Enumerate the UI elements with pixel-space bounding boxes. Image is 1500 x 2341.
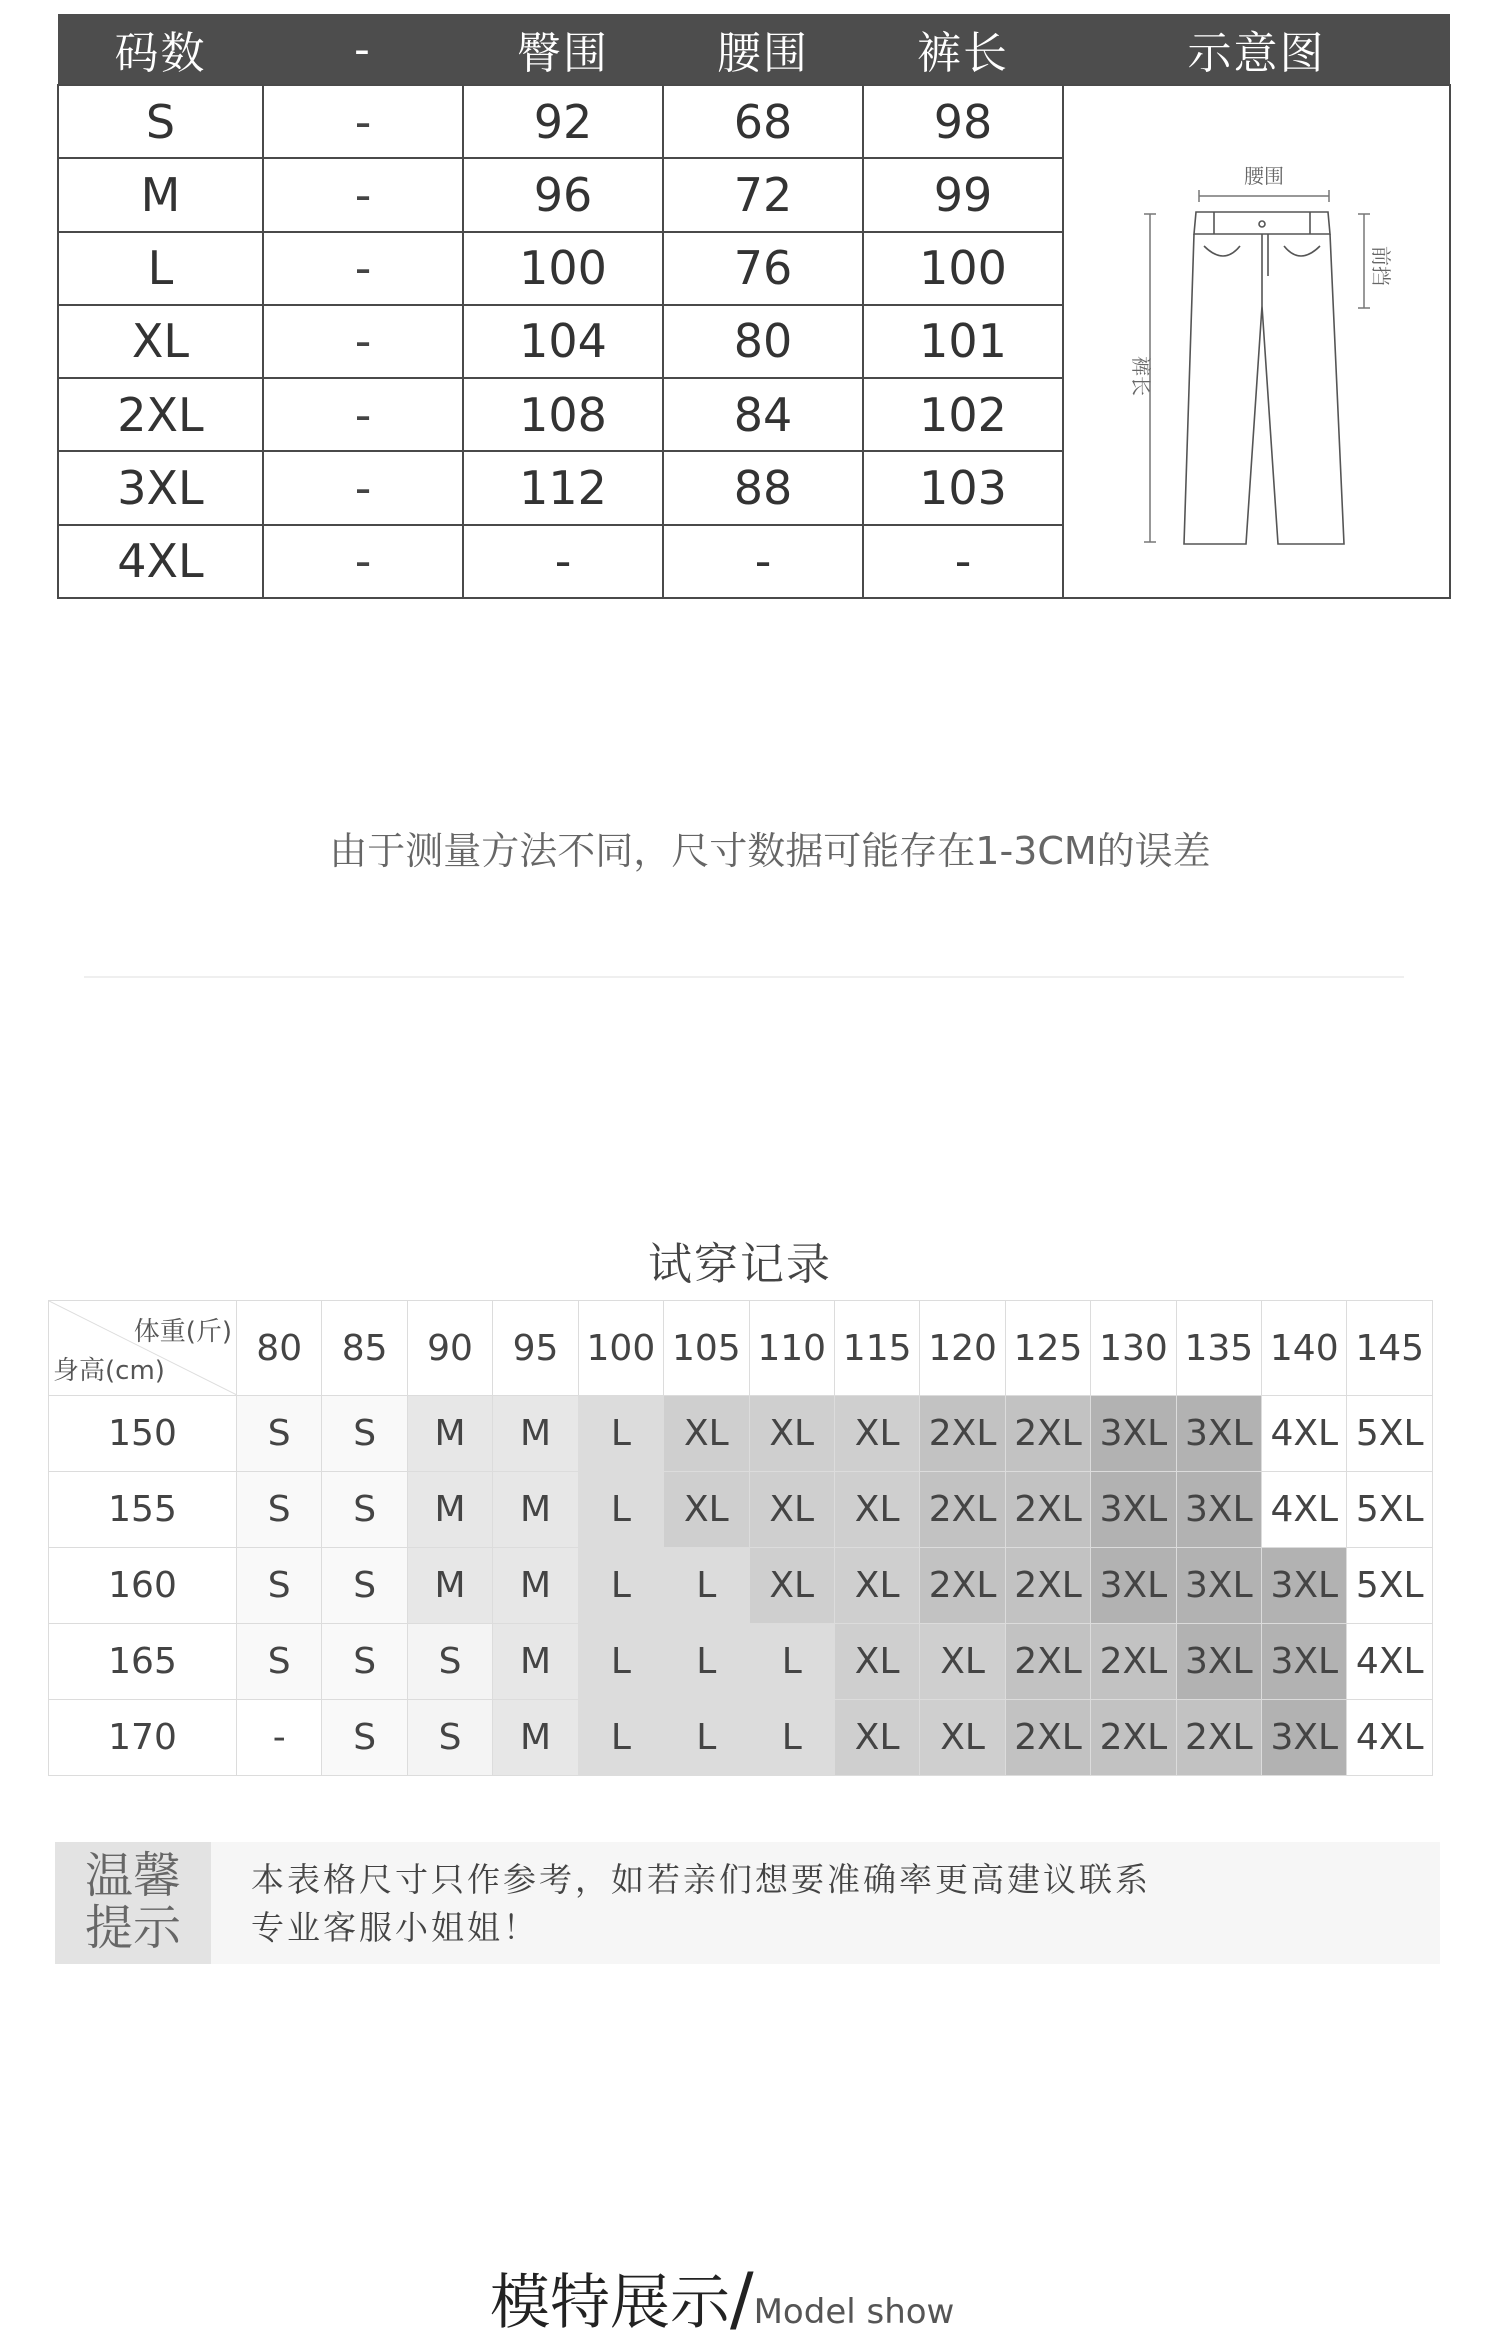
size-cell: M (58, 158, 263, 231)
size-cell: 4XL (58, 525, 263, 598)
dash-cell: - (263, 232, 463, 305)
fit-size-cell: M (493, 1700, 578, 1776)
fit-row (49, 1624, 1433, 1700)
tips-line1: 本表格尺寸只作参考，如若亲们想要准确率更高建议联系 (251, 1860, 1151, 1899)
fit-size-cell: S (322, 1472, 407, 1548)
measurement-note: 由于测量方法不同，尺寸数据可能存在1-3CM的误差 (329, 829, 1211, 873)
fit-size-cell: L (664, 1624, 749, 1700)
length-cell: 99 (863, 158, 1063, 231)
length-cell: 98 (863, 85, 1063, 158)
fit-row (49, 1700, 1433, 1776)
header-dash: - (263, 14, 463, 85)
fit-size-cell: S (322, 1624, 407, 1700)
weight-header: 105 (664, 1301, 749, 1396)
fit-size-cell: 2XL (1005, 1624, 1090, 1700)
size-cell: 2XL (58, 378, 263, 451)
waist-label: 腰围 (1244, 164, 1284, 188)
fit-row (49, 1548, 1433, 1624)
fit-size-cell: S (322, 1396, 407, 1472)
fit-size-cell: 2XL (1005, 1472, 1090, 1548)
weight-header: 90 (407, 1301, 492, 1396)
fit-size-cell: L (578, 1700, 663, 1776)
fit-size-cell: S (237, 1396, 322, 1472)
fit-size-cell: XL (834, 1472, 919, 1548)
fit-size-cell: S (237, 1472, 322, 1548)
fit-size-cell: S (322, 1548, 407, 1624)
weight-header: 100 (578, 1301, 663, 1396)
fit-size-cell: XL (834, 1700, 919, 1776)
size-cell: L (58, 232, 263, 305)
fit-size-cell: XL (749, 1396, 834, 1472)
fit-size-cell: S (407, 1700, 492, 1776)
fit-size-cell: L (749, 1624, 834, 1700)
hip-cell: - (463, 525, 663, 598)
length-cell: 101 (863, 305, 1063, 378)
fit-size-cell: S (322, 1700, 407, 1776)
fit-size-cell: L (664, 1548, 749, 1624)
fit-size-cell: 5XL (1347, 1548, 1433, 1624)
waist-cell: 80 (663, 305, 863, 378)
fit-size-cell: S (237, 1624, 322, 1700)
header-diagram: 示意图 (1063, 14, 1450, 85)
pants-outline (1184, 212, 1344, 544)
fit-size-cell: 3XL (1176, 1548, 1261, 1624)
fit-size-cell: 4XL (1262, 1472, 1347, 1548)
fit-size-cell: L (664, 1700, 749, 1776)
length-cell: - (863, 525, 1063, 598)
dash-cell: - (263, 525, 463, 598)
fit-size-cell: 2XL (1091, 1624, 1176, 1700)
fit-size-cell: M (493, 1472, 578, 1548)
pants-diagram (1064, 86, 1449, 586)
fit-size-cell: XL (920, 1624, 1005, 1700)
size-row (58, 85, 1450, 158)
dash-cell: - (263, 305, 463, 378)
weight-header: 145 (1347, 1301, 1433, 1396)
fit-size-cell: 4XL (1347, 1700, 1433, 1776)
model-show-title-cn: 模特展示 (490, 2268, 730, 2338)
fit-size-cell: 3XL (1176, 1472, 1261, 1548)
waist-cell: 84 (663, 378, 863, 451)
size-cell: XL (58, 305, 263, 378)
length-cell: 103 (863, 451, 1063, 524)
fit-record-title: 试穿记录 (648, 1239, 832, 1290)
size-cell: 3XL (58, 451, 263, 524)
weight-header: 110 (749, 1301, 834, 1396)
fit-size-cell: XL (834, 1548, 919, 1624)
fit-size-cell: 3XL (1262, 1624, 1347, 1700)
header-length: 裤长 (863, 14, 1063, 85)
hip-cell: 92 (463, 85, 663, 158)
fit-size-cell: 3XL (1262, 1548, 1347, 1624)
dash-cell: - (263, 85, 463, 158)
tips-box (55, 1842, 1440, 1964)
tips-badge (55, 1842, 211, 1964)
fit-size-cell: XL (834, 1624, 919, 1700)
tips-badge-line2: 提示 (84, 1900, 181, 1956)
hip-cell: 104 (463, 305, 663, 378)
dash-cell: - (263, 451, 463, 524)
length-cell: 102 (863, 378, 1063, 451)
fit-size-cell: 2XL (1091, 1700, 1176, 1776)
header-hip: 臀围 (463, 14, 663, 85)
fit-size-cell: 3XL (1091, 1396, 1176, 1472)
fit-size-cell: 2XL (1005, 1700, 1090, 1776)
fit-size-cell: M (493, 1396, 578, 1472)
fit-size-cell: M (493, 1548, 578, 1624)
fit-size-cell: 3XL (1091, 1472, 1176, 1548)
fit-row (49, 1472, 1433, 1548)
fit-size-cell: 5XL (1347, 1472, 1433, 1548)
height-axis-label: 身高(cm) (53, 1356, 165, 1386)
weight-header: 115 (834, 1301, 919, 1396)
dash-cell: - (263, 158, 463, 231)
weight-header: 120 (920, 1301, 1005, 1396)
fit-size-cell: XL (834, 1396, 919, 1472)
length-label: 裤长 (1129, 356, 1153, 396)
fit-body (49, 1396, 1433, 1776)
weight-header: 140 (1262, 1301, 1347, 1396)
fit-size-cell: 3XL (1176, 1624, 1261, 1700)
height-cell: 155 (49, 1472, 237, 1548)
weight-axis-label: 体重(斤) (133, 1317, 232, 1347)
fit-header-row (49, 1301, 1433, 1396)
weight-header: 80 (237, 1301, 322, 1396)
weight-header: 130 (1091, 1301, 1176, 1396)
size-cell: S (58, 85, 263, 158)
fit-size-cell: M (407, 1548, 492, 1624)
hip-cell: 100 (463, 232, 663, 305)
weight-header: 95 (493, 1301, 578, 1396)
fit-size-cell: 5XL (1347, 1396, 1433, 1472)
fit-size-cell: 3XL (1091, 1548, 1176, 1624)
fit-size-cell: 2XL (1005, 1548, 1090, 1624)
header-size: 码数 (58, 14, 263, 85)
waist-cell: 76 (663, 232, 863, 305)
fit-size-cell: XL (664, 1472, 749, 1548)
pants-diagram-cell (1063, 85, 1450, 598)
waist-cell: 72 (663, 158, 863, 231)
fit-size-cell: 2XL (920, 1472, 1005, 1548)
fit-size-cell: XL (664, 1396, 749, 1472)
fit-size-cell: M (407, 1472, 492, 1548)
height-cell: 165 (49, 1624, 237, 1700)
fit-size-cell: XL (749, 1472, 834, 1548)
fit-size-cell: L (749, 1700, 834, 1776)
header-waist: 腰围 (663, 14, 863, 85)
size-table (57, 14, 1451, 599)
hip-cell: 96 (463, 158, 663, 231)
fit-size-cell: S (407, 1624, 492, 1700)
weight-header: 85 (322, 1301, 407, 1396)
hip-cell: 112 (463, 451, 663, 524)
tips-line2: 专业客服小姐姐！ (251, 1908, 539, 1947)
rise-label: 前挡 (1369, 246, 1393, 286)
fit-size-cell: M (493, 1624, 578, 1700)
model-show-slash: / (730, 2258, 754, 2340)
section-divider (84, 976, 1404, 978)
fit-record-table (48, 1300, 1433, 1776)
weight-header: 135 (1176, 1301, 1261, 1396)
size-table-header (58, 14, 1450, 85)
fit-size-cell: XL (920, 1700, 1005, 1776)
fit-corner-cell (49, 1301, 237, 1396)
fit-size-cell: 2XL (920, 1548, 1005, 1624)
fit-size-cell: 4XL (1347, 1624, 1433, 1700)
fit-row (49, 1396, 1433, 1472)
height-cell: 160 (49, 1548, 237, 1624)
tips-text (251, 1856, 1401, 1952)
model-show-heading (490, 2255, 954, 2341)
waist-cell: 88 (663, 451, 863, 524)
fit-size-cell: M (407, 1396, 492, 1472)
fit-size-cell: 4XL (1262, 1396, 1347, 1472)
dash-cell: - (263, 378, 463, 451)
fit-size-cell: 2XL (1176, 1700, 1261, 1776)
fit-size-cell: 3XL (1176, 1396, 1261, 1472)
fit-size-cell: - (237, 1700, 322, 1776)
fit-size-cell: 2XL (920, 1396, 1005, 1472)
waist-cell: 68 (663, 85, 863, 158)
weight-header: 125 (1005, 1301, 1090, 1396)
height-cell: 170 (49, 1700, 237, 1776)
fit-size-cell: S (237, 1548, 322, 1624)
waist-cell: - (663, 525, 863, 598)
model-show-title-en: Model show (753, 2292, 955, 2332)
fit-size-cell: L (578, 1472, 663, 1548)
fit-size-cell: 3XL (1262, 1700, 1347, 1776)
fit-size-cell: XL (749, 1548, 834, 1624)
fit-size-cell: L (578, 1396, 663, 1472)
fit-size-cell: 2XL (1005, 1396, 1090, 1472)
tips-badge-line1: 温馨 (84, 1848, 181, 1904)
hip-cell: 108 (463, 378, 663, 451)
fit-size-cell: L (578, 1624, 663, 1700)
fit-size-cell: L (578, 1548, 663, 1624)
height-cell: 150 (49, 1396, 237, 1472)
length-cell: 100 (863, 232, 1063, 305)
